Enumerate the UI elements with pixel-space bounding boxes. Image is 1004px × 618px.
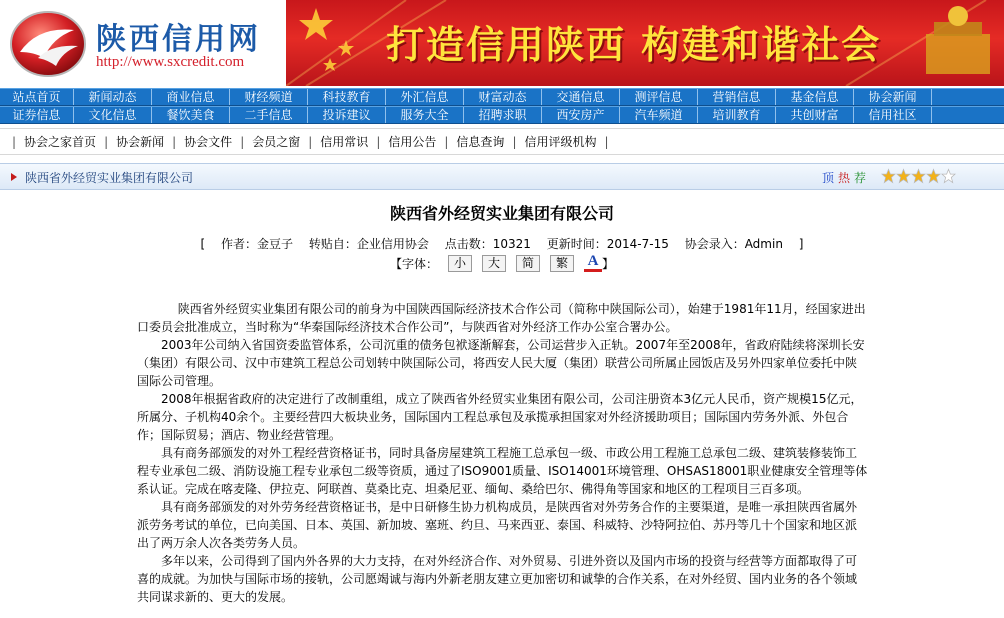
nav-item[interactable]: 证券信息 xyxy=(0,107,74,123)
font-small-button[interactable]: 小 xyxy=(448,255,472,272)
font-label: 【字体： xyxy=(390,256,439,271)
font-label-close: 】 xyxy=(602,256,615,271)
divider: | xyxy=(604,134,609,149)
divider: | xyxy=(104,134,109,149)
nav-row-2 xyxy=(0,106,1004,124)
font-simplified-button[interactable]: 简 xyxy=(516,255,540,272)
meta-author: 作者：金豆子 xyxy=(221,237,294,251)
main-navigation xyxy=(0,86,1004,126)
article-paragraph: 2003年公司纳入省国资委监管体系，公司沉重的债务包袱逐渐解套，公司运营步入正轨。2007年至2008年，省政府陆续将深圳长安（集团）有限公司、汉中市建筑工程总公司划转中陕国际公司，将西安人民大厦（集团）联营公司所属止园饭店及另外四家单位委托中陕国际公司管理。 xyxy=(137,338,865,388)
nav-item[interactable]: 招聘求职 xyxy=(464,107,542,123)
nav-item[interactable]: 文化信息 xyxy=(74,107,152,123)
meta-source: 转贴自：企业信用协会 xyxy=(308,237,429,251)
nav-item[interactable]: 协会新闻 xyxy=(854,89,932,105)
article-title-bar xyxy=(0,163,1004,190)
logo-url: http://www.sxcredit.com xyxy=(96,54,245,70)
nav-item[interactable]: 科技教育 xyxy=(308,89,386,105)
nav-item[interactable]: 汽车频道 xyxy=(620,107,698,123)
nav-item[interactable]: 信用社区 xyxy=(854,107,932,123)
meta-hits: 点击数：10321 xyxy=(444,237,531,251)
rating-recommend-label: 荐 xyxy=(854,171,867,185)
top-banner[interactable] xyxy=(286,0,1004,86)
font-traditional-button[interactable]: 繁 xyxy=(550,255,574,272)
article-rating-labels xyxy=(822,169,866,186)
divider: | xyxy=(444,134,449,149)
nav-item[interactable]: 外汇信息 xyxy=(386,89,464,105)
nav-item[interactable]: 交通信息 xyxy=(542,89,620,105)
article-paragraph: 多年以来，公司得到了国内外各界的大力支持，在对外经济合作、对外贸易、引进外资以及国内市场的投资与经营等方面都取得了可喜的成就。为加快与国际市场的接轨，公司愿竭诚与海内外新老朋友建立更加密切和诚挚的合作关系，在对外经贸、国内业务的各个领域共同谋求新的、更大的发展。 xyxy=(137,554,858,604)
star-rating xyxy=(881,168,956,184)
nav-item[interactable]: 培训教育 xyxy=(698,107,776,123)
assoc-tab[interactable]: 信用公告 xyxy=(388,135,437,149)
assoc-tab[interactable]: 信息查询 xyxy=(456,135,505,149)
nav-item[interactable]: 站点首页 xyxy=(0,89,74,105)
nav-row-1 xyxy=(0,88,1004,106)
nav-item[interactable]: 营销信息 xyxy=(698,89,776,105)
meta-bracket-open: [ xyxy=(200,237,206,251)
rating-hot-label: 热 xyxy=(838,171,851,185)
site-header xyxy=(0,0,1004,86)
divider: | xyxy=(240,134,245,149)
star-icon xyxy=(926,168,941,184)
assoc-tab[interactable]: 会员之窗 xyxy=(252,135,301,149)
nav-item[interactable]: 新闻动态 xyxy=(74,89,152,105)
article-meta xyxy=(0,235,1004,252)
assoc-tab[interactable]: 信用常识 xyxy=(320,135,369,149)
nav-item[interactable]: 服务大全 xyxy=(386,107,464,123)
breadcrumb: 陕西省外经贸实业集团有限公司 xyxy=(25,171,194,185)
nav-item[interactable]: 西安房产 xyxy=(542,107,620,123)
font-color-icon[interactable]: A xyxy=(584,254,602,272)
nav-item[interactable]: 投诉建议 xyxy=(308,107,386,123)
article-paragraph: 陕西省外经贸实业集团有限公司的前身为中国陕西国际经济技术合作公司（简称中陕国际公司），始建于1981年11月，经国家进出口委员会批准成立，当时称为“华秦国际经济技术合作公司”，与陕西省对外经济工作办公室合署办公。 xyxy=(137,302,866,334)
association-tab-bar xyxy=(0,128,1004,155)
font-large-button[interactable]: 大 xyxy=(482,255,506,272)
divider: | xyxy=(308,134,313,149)
star-icon xyxy=(911,168,926,184)
assoc-tab[interactable]: 协会文件 xyxy=(184,135,233,149)
arrow-right-icon xyxy=(11,173,17,181)
logo-emblem-icon xyxy=(8,8,90,78)
logo-title: 陕西信用网 xyxy=(96,22,261,57)
nav-item[interactable]: 二手信息 xyxy=(230,107,308,123)
meta-bracket-close: ] xyxy=(798,237,804,251)
star-icon xyxy=(896,168,911,184)
divider: | xyxy=(376,134,381,149)
meta-entry: 协会录入：Admin xyxy=(684,237,783,251)
assoc-tab[interactable]: 信用评级机构 xyxy=(524,135,597,149)
nav-item[interactable]: 财经频道 xyxy=(230,89,308,105)
nav-item[interactable]: 共创财富 xyxy=(776,107,854,123)
rating-top-label: 顶 xyxy=(822,171,835,185)
assoc-tab[interactable]: 协会之家首页 xyxy=(24,135,97,149)
font-size-toolbar xyxy=(390,254,614,272)
article-paragraph: 2008年根据省政府的决定进行了改制重组，成立了陕西省外经贸实业集团有限公司，公司注册资本3亿元人民币，资产规模15亿元，所属分、子机构40余个。主要经营四大板块业务，国际国内工程总承包及承揽承担国家对外经济援助项目；国际国内劳务外派、外包合作；国际贸易；酒店、物业经营管理。 xyxy=(137,392,863,442)
article-title: 陕西省外经贸实业集团有限公司 xyxy=(389,204,614,223)
star-icon xyxy=(881,168,896,184)
nav-item[interactable]: 测评信息 xyxy=(620,89,698,105)
nav-item[interactable]: 财富动态 xyxy=(464,89,542,105)
article-paragraph: 具有商务部颁发的对外工程经营资格证书，同时具备房屋建筑工程施工总承包一级、市政公用工程施工总承包二级、建筑装修装饰工程专业承包二级、消防设施工程专业承包二级等资质，通过了ISO9001质量、ISO14001环境管理、OHSAS18001职业健康安全管理等体系认证。完成在喀麦隆、伊拉克、阿联酋、莫桑比克、坦桑尼亚、缅甸、桑给巴尔、佛得角等国家和地区的工程项目三百多项。 xyxy=(137,446,868,496)
site-logo[interactable] xyxy=(0,0,286,86)
star-icon xyxy=(941,168,956,184)
nav-item[interactable]: 基金信息 xyxy=(776,89,854,105)
banner-slogan: 打造信用陕西 构建和谐社会 xyxy=(386,22,882,67)
article-body xyxy=(137,300,868,606)
article-paragraph: 具有商务部颁发的对外劳务经营资格证书，是中日研修生协力机构成员，是陕西省对外劳务合作的主要渠道，是唯一承担陕西省属外派劳务考试的单位，已向美国、日本、英国、新加坡、塞班、约旦、马来西亚、泰国、科威特、沙特阿拉伯、苏丹等几十个国家和地区派出了两万余人次各类劳务人员。 xyxy=(137,500,858,550)
nav-item[interactable]: 商业信息 xyxy=(152,89,230,105)
assoc-tab[interactable]: 协会新闻 xyxy=(116,135,165,149)
meta-updated: 更新时间：2014-7-15 xyxy=(546,237,669,251)
divider: | xyxy=(512,134,517,149)
divider: | xyxy=(172,134,177,149)
nav-item[interactable]: 餐饮美食 xyxy=(152,107,230,123)
divider: | xyxy=(12,134,17,149)
